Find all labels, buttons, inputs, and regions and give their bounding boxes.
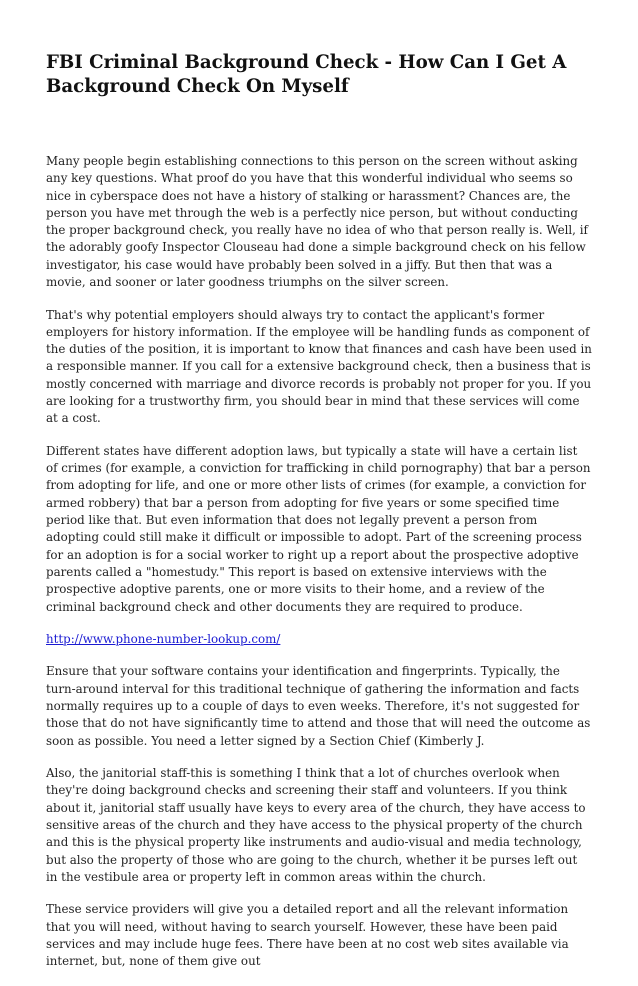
- phone-lookup-link[interactable]: http://www.phone-number-lookup.com/: [46, 631, 281, 646]
- title-line-1: FBI Criminal Background Check - How Can I Get A: [46, 52, 567, 73]
- paragraph-6: These service providers will give you a detailed report and all the relevant information that you will need, without having to search yourself. However, these have been paid services and may include huge fees. There have been at no cost web sites available via internet, but, none of them give out: [46, 902, 569, 969]
- paragraph-3: Different states have different adoption laws, but typically a state will have a certain list of crimes (for example, a conviction for trafficking in child pornography) that bar a person from adopting for life, and one or more other lists of crimes (for example, a conviction for armed robbery) that bar a person from adopting for five years or some specified time period like that. But even information that does not legally prevent a person from adopting could still make it difficult or impossible to adopt. Part of the screening process for an adoption is for a social worker to right up a report about the prospective adoptive parents called a "homestudy." This report is based on extensive interviews with the prospective adoptive parents, one or more visits to their home, and a review of the criminal background check and other documents they are required to produce.: [46, 443, 591, 614]
- link-paragraph: [46, 631, 592, 648]
- page-title: [46, 51, 606, 98]
- paragraph-5: Also, the janitorial staff-this is something I think that a lot of churches overlook when they're doing background checks and screening their staff and volunteers. If you think about it, janitorial staff usually have keys to every area of the church, they have access to sensitive areas of the church and they have access to the physical property of the church and this is the physical property like instruments and audio-visual and media technology, but also the property of those who are going to the church, whether it be purses left out in the vestibule area or property left in common areas within the church.: [46, 766, 586, 884]
- article-body: [46, 153, 592, 986]
- paragraph-4: Ensure that your software contains your identification and fingerprints. Typically, the turn-around interval for this traditional technique of gathering the information and facts normally requires up to a couple of days to even weeks. Therefore, it's not suggested for those that do not have significantly time to attend and those that will need the outcome as soon as possible. You need a letter signed by a Section Chief (Kimberly J.: [46, 664, 591, 748]
- paragraph-1: Many people begin establishing connections to this person on the screen without asking any key questions. What proof do you have that this wonderful individual who seems so nice in cyberspace does not have a history of stalking or harassment? Chances are, the person you have met through the web is a perfectly nice person, but without conducting the proper background check, you really have no idea of who that person really is. Well, if the adorably goofy Inspector Clouseau had done a simple background check on his fellow investigator, his case would have probably been solved in a jiffy. But then that was a movie, and sooner or later goodness triumphs on the silver screen.: [46, 154, 588, 290]
- paragraph-2: That's why potential employers should always try to contact the applicant's former employers for history information. If the employee will be handling funds as component of the duties of the position, it is important to know that finances and cash have been used in a responsible manner. If you call for a extensive background check, then a business that is mostly concerned with marriage and divorce records is probably not proper for you. If you are looking for a trustworthy firm, you should bear in mind that these services will come at a cost.: [46, 307, 592, 426]
- title-line-2: Background Check On Myself: [46, 75, 349, 97]
